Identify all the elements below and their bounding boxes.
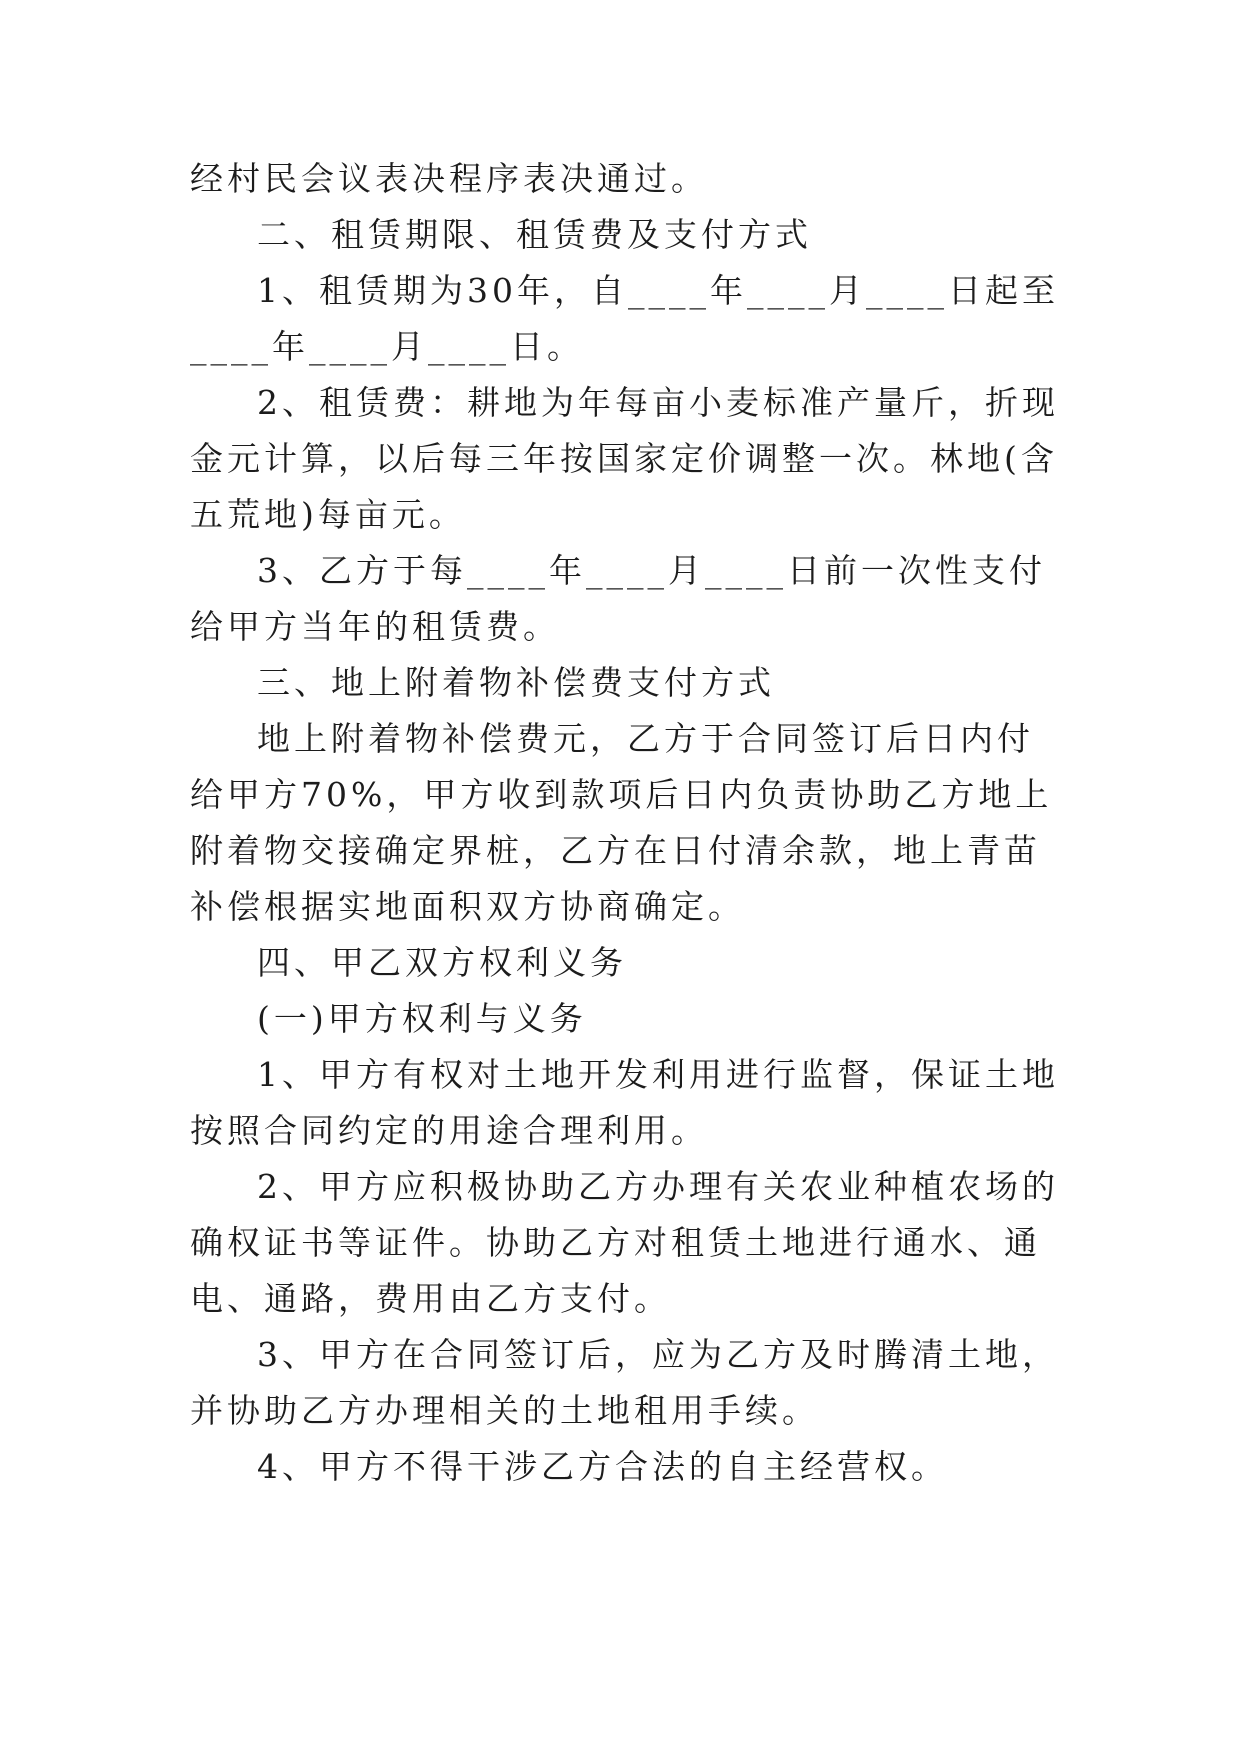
clause-4-1-3: 3、甲方在合同签订后，应为乙方及时腾清土地，并协助乙方办理相关的土地租用手续。 bbox=[190, 1335, 1059, 1430]
section-heading-2: 二、租赁期限、租赁费及支付方式 bbox=[257, 215, 812, 254]
clause-4-1-1: 1、甲方有权对土地开发利用进行监督，保证土地按照合同约定的用途合理利用。 bbox=[190, 1055, 1059, 1150]
section-heading-4: 四、甲乙双方权利义务 bbox=[257, 943, 627, 982]
subsection-heading-party-a: (一)甲方权利与义务 bbox=[257, 999, 587, 1038]
clause-2-3: 3、乙方于每____年____月____日前一次性支付给甲方当年的租赁费。 bbox=[190, 551, 1046, 646]
section-heading-3: 三、地上附着物补偿费支付方式 bbox=[257, 663, 775, 702]
clause-4-1-2: 2、甲方应积极协助乙方办理有关农业种植农场的确权证书等证件。协助乙方对租赁土地进行通水、通电、通路，费用由乙方支付。 bbox=[190, 1167, 1059, 1318]
clause-2-1: 1、租赁期为30年，自____年____月____日起至____年____月____日。 bbox=[190, 271, 1059, 366]
paragraph-continuation: 经村民会议表决程序表决通过。 bbox=[190, 159, 708, 198]
clause-3-body: 地上附着物补偿费元，乙方于合同签订后日内付给甲方70%，甲方收到款项后日内负责协助乙方地上附着物交接确定界桩，乙方在日付清余款，地上青苗补偿根据实地面积双方协商确定。 bbox=[190, 719, 1053, 926]
clause-4-1-4: 4、甲方不得干涉乙方合法的自主经营权。 bbox=[257, 1447, 948, 1486]
clause-2-2: 2、租赁费：耕地为年每亩小麦标准产量斤，折现金元计算，以后每三年按国家定价调整一次。林地(含五荒地)每亩元。 bbox=[190, 383, 1059, 534]
